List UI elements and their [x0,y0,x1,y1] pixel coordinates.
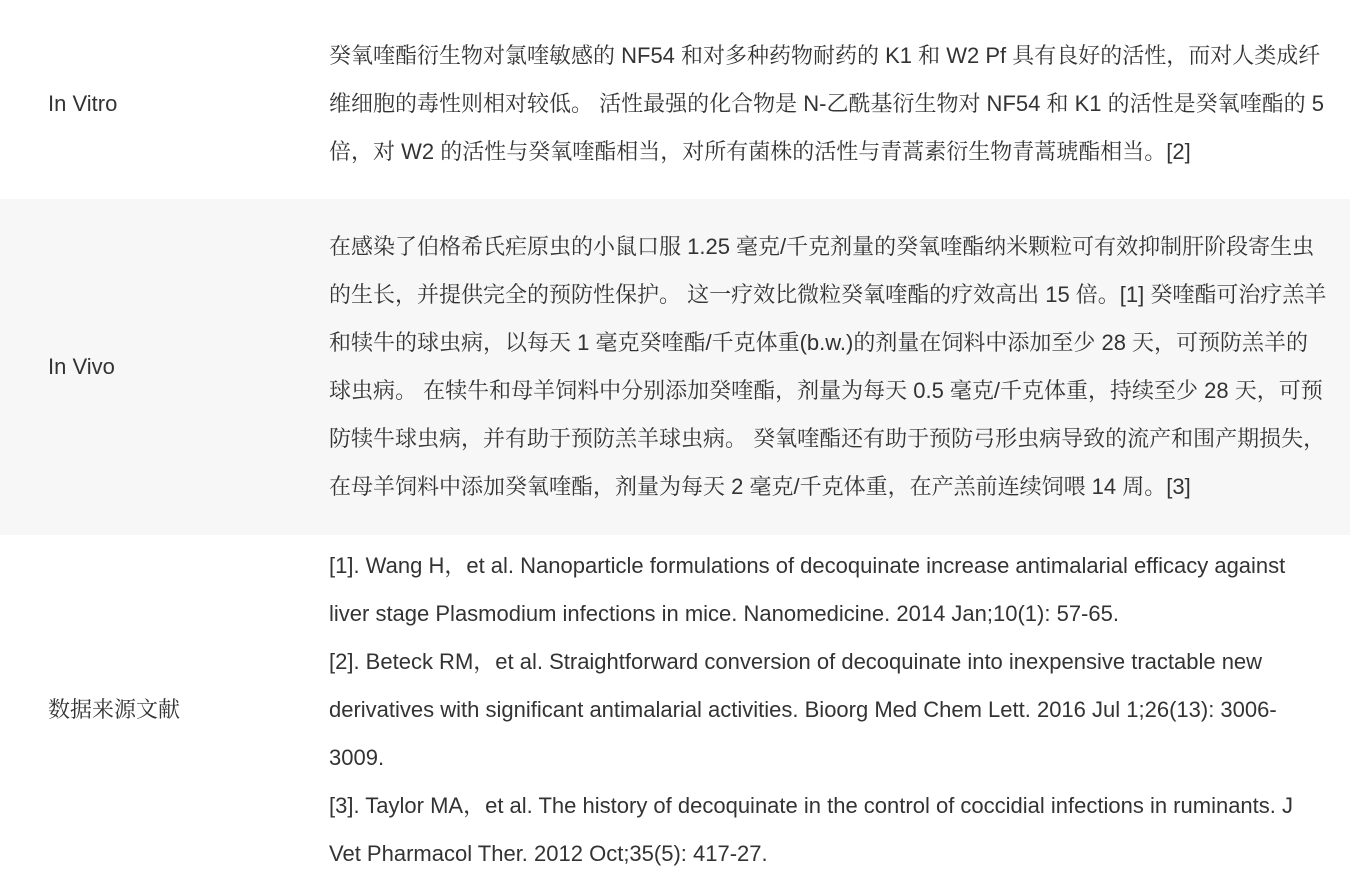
in-vivo-text: 在感染了伯格希氏疟原虫的小鼠口服 1.25 毫克/千克剂量的癸氧喹酯纳米颗粒可有效抑制肝阶段寄生虫的生长，并提供完全的预防性保护。 这一疗效比微粒癸氧喹酯的疗效高出 15 倍。[1] 癸喹酯可治疗羔羊和犊牛的球虫病，以每天 1 毫克癸喹酯/千克体重(b.w.)的剂量在饲料中添加至少 28 天，可预防羔羊的球虫病。 在犊牛和母羊饲料中分别添加癸喹酯，剂量为每天 0.5 毫克/千克体重，持续至少 28 天，可预防犊牛球虫病，并有助于预防羔羊球虫病。 癸氧喹酯还有助于预防弓形虫病导致的流产和围产期损失，在母羊饲料中添加癸氧喹酯，剂量为每天 2 毫克/千克体重，在产羔前连续饲喂 14 周。[3] [329,234,1327,499]
in-vitro-text: 癸氧喹酯衍生物对氯喹敏感的 NF54 和对多种药物耐药的 K1 和 W2 Pf 具有良好的活性，而对人类成纤维细胞的毒性则相对较低。 活性最强的化合物是 N-乙酰基衍生物对 NF54 和 K1 的活性是癸氧喹酯的 5 倍，对 W2 的活性与癸氧喹酯相当，对所有菌株的活性与青蒿素衍生物青蒿琥酯相当。[2] [329,42,1324,164]
row-content-references [329,542,1329,878]
row-label-references: 数据来源文献 [48,697,181,722]
row-content-in-vivo [329,223,1329,511]
reference-item-3: [3]. Taylor MA，et al. The history of decoquinate in the control of coccidial infections in ruminants. J Vet Pharmacol Ther. 2012 Oct;35(5): 417-27. [329,793,1294,866]
table-row-in-vitro [0,8,1350,199]
row-label-in-vivo: In Vivo [48,354,115,379]
table-row-in-vivo [0,199,1350,535]
table-row-references [0,535,1350,885]
reference-item-2: [2]. Beteck RM，et al. Straightforward conversion of decoquinate into inexpensive tractable new derivatives with significant antimalarial activities. Bioorg Med Chem Lett. 2016 Jul 1;26(13): 3006-3009. [329,649,1277,770]
info-table [0,8,1350,885]
row-content-in-vitro [329,32,1329,176]
row-label-in-vitro: In Vitro [48,90,118,116]
reference-item-1: [1]. Wang H，et al. Nanoparticle formulations of decoquinate increase antimalarial efficacy against liver stage Plasmodium infections in mice. Nanomedicine. 2014 Jan;10(1): 57-65. [329,553,1286,626]
